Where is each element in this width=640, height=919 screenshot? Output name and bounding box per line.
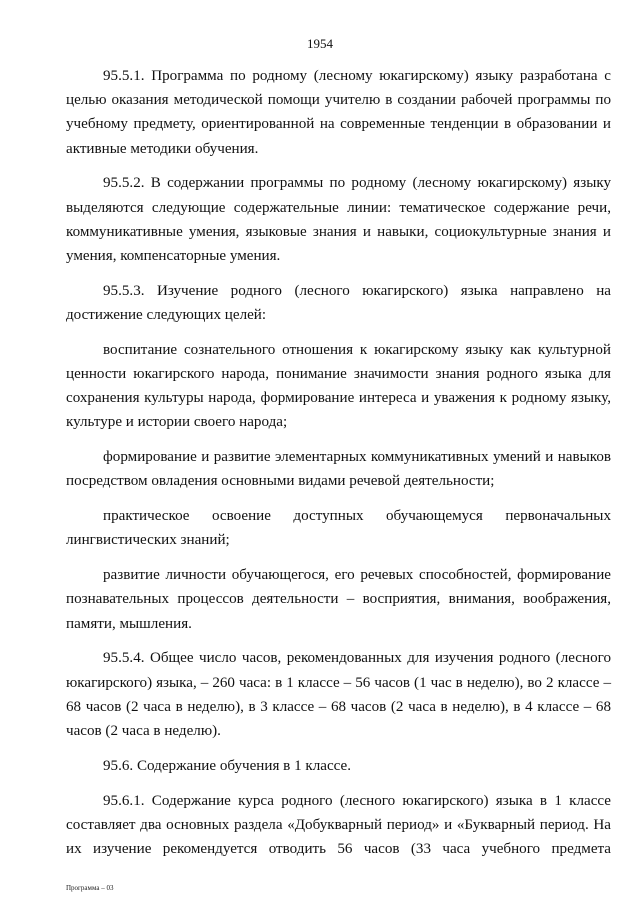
goal-item-linguistic-knowledge: практическое освоение доступных обучающемуся первоначальных лингвистических знаний; xyxy=(66,508,611,549)
goal-item-attitude: воспитание сознательного отношения к юкагирскому языку как культурной ценности юкагирского народа, понимание значимости знания родного языка для сохранения культуры народа, формирование интереса и уважения к родному языку, культуре и истории своего народа; xyxy=(66,341,611,431)
goal-item-communication: формирование и развитие элементарных коммуникативных умений и навыков посредством овладения основными видами речевой деятельности; xyxy=(66,449,611,490)
paragraph-95-5-2: 95.5.2. В содержании программы по родному (лесному юкагирскому) языку выделяются следующие содержательные линии: тематическое содержание речи, коммуникативные умения, языковые знания и навыки, социокультурные знания и умения, компенсаторные умения. xyxy=(66,175,611,265)
paragraph-95-5-3: 95.5.3. Изучение родного (лесного юкагирского) языка направлено на достижение следующих целей: xyxy=(66,282,611,324)
paragraph-95-6-1: 95.6.1. Содержание курса родного (лесного юкагирского) языка в 1 классе составляет два основных раздела «Добукварный период» и «Букварный период. На их изучение рекомендуется отводить 56 часов (33 часа учебного предмета xyxy=(66,792,611,858)
page-number: 1954 xyxy=(307,36,333,51)
document-body xyxy=(66,64,611,872)
footer-label: Программа – 03 xyxy=(66,884,114,892)
paragraph-95-6: 95.6. Содержание обучения в 1 классе. xyxy=(103,757,352,774)
goal-item-personality: развитие личности обучающегося, его речевых способностей, формирование познавательных процессов деятельности – восприятия, внимания, воображения, памяти, мышления. xyxy=(66,567,611,632)
paragraph-95-5-4: 95.5.4. Общее число часов, рекомендованных для изучения родного (лесного юкагирского) языка, – 260 часа: в 1 классе – 56 часов (1 час в неделю), во 2 классе – 68 часов (2 часа в неделю), в 3 классе – 68 часов (2 часа в неделю), в 4 классе – 68 часов (2 часа в неделю). xyxy=(66,650,611,740)
paragraph-95-5-1: 95.5.1. Программа по родному (лесному юкагирскому) языку разработана с целью оказания методической помощи учителю в создании рабочей программы по учебному предмету, ориентированной на современные тенденции в образовании и активные методики обучения. xyxy=(66,68,611,157)
